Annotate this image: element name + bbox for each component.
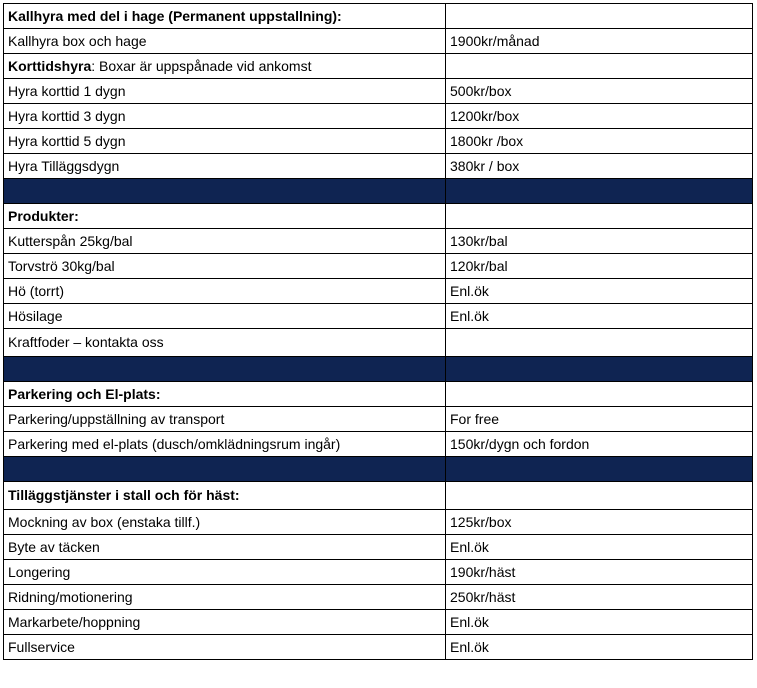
item-price xyxy=(446,329,753,357)
item-label: Hyra korttid 1 dygn xyxy=(4,79,446,104)
item-label: Mockning av box (enstaka tillf.) xyxy=(4,510,446,535)
section-heading: Kallhyra med del i hage (Permanent uppstallning): xyxy=(4,4,446,29)
item-price: Enl.ök xyxy=(446,535,753,560)
table-row xyxy=(4,585,753,610)
subheading-bold: Korttidshyra xyxy=(8,58,92,74)
item-label: Hyra Tilläggsdygn xyxy=(4,154,446,179)
item-label: Parkering med el-plats (dusch/omklädningsrum ingår) xyxy=(4,432,446,457)
table-row xyxy=(4,432,753,457)
separator-cell xyxy=(446,457,753,482)
table-row xyxy=(4,129,753,154)
table-row xyxy=(4,535,753,560)
empty-cell xyxy=(446,4,753,29)
separator-row xyxy=(4,357,753,382)
empty-cell xyxy=(446,54,753,79)
item-label: Hösilage xyxy=(4,304,446,329)
item-price: 130kr/bal xyxy=(446,229,753,254)
subheading-rest: : Boxar är uppspånade vid ankomst xyxy=(91,58,312,74)
table-row xyxy=(4,560,753,585)
item-price: Enl.ök xyxy=(446,635,753,660)
item-price: 250kr/häst xyxy=(446,585,753,610)
item-price: 190kr/häst xyxy=(446,560,753,585)
table-row xyxy=(4,635,753,660)
subheading-row xyxy=(4,54,753,79)
item-label: Hyra korttid 5 dygn xyxy=(4,129,446,154)
empty-cell xyxy=(446,482,753,510)
table-row xyxy=(4,29,753,54)
subheading xyxy=(4,54,446,79)
separator-cell xyxy=(446,179,753,204)
item-price: 120kr/bal xyxy=(446,254,753,279)
item-price: 150kr/dygn och fordon xyxy=(446,432,753,457)
separator-cell xyxy=(4,357,446,382)
item-label: Byte av täcken xyxy=(4,535,446,560)
item-label: Kallhyra box och hage xyxy=(4,29,446,54)
table-row xyxy=(4,254,753,279)
table-row xyxy=(4,279,753,304)
item-price: 1800kr /box xyxy=(446,129,753,154)
table-row xyxy=(4,304,753,329)
section-heading: Parkering och El-plats: xyxy=(4,382,446,407)
table-row xyxy=(4,229,753,254)
section-heading: Produkter: xyxy=(4,204,446,229)
item-price: 125kr/box xyxy=(446,510,753,535)
item-price: 1200kr/box xyxy=(446,104,753,129)
empty-cell xyxy=(446,204,753,229)
table-row xyxy=(4,510,753,535)
separator-row xyxy=(4,457,753,482)
item-label: Ridning/motionering xyxy=(4,585,446,610)
item-price: Enl.ök xyxy=(446,279,753,304)
item-price: 500kr/box xyxy=(446,79,753,104)
table-row xyxy=(4,407,753,432)
table-row xyxy=(4,104,753,129)
section-heading: Tilläggstjänster i stall och för häst: xyxy=(4,482,446,510)
section-heading-row xyxy=(4,382,753,407)
item-price: 380kr / box xyxy=(446,154,753,179)
item-label: Fullservice xyxy=(4,635,446,660)
table-row xyxy=(4,154,753,179)
separator-row xyxy=(4,179,753,204)
item-label: Hö (torrt) xyxy=(4,279,446,304)
item-label: Parkering/uppställning av transport xyxy=(4,407,446,432)
table-row xyxy=(4,610,753,635)
separator-cell xyxy=(4,179,446,204)
section-heading-row xyxy=(4,4,753,29)
item-label: Hyra korttid 3 dygn xyxy=(4,104,446,129)
section-heading-row xyxy=(4,204,753,229)
section-heading-row xyxy=(4,482,753,510)
item-price: Enl.ök xyxy=(446,610,753,635)
item-label: Torvströ 30kg/bal xyxy=(4,254,446,279)
separator-cell xyxy=(4,457,446,482)
separator-cell xyxy=(446,357,753,382)
item-price: Enl.ök xyxy=(446,304,753,329)
item-label: Longering xyxy=(4,560,446,585)
price-table xyxy=(3,3,753,660)
empty-cell xyxy=(446,382,753,407)
item-price: For free xyxy=(446,407,753,432)
item-price: 1900kr/månad xyxy=(446,29,753,54)
table-row xyxy=(4,79,753,104)
item-label: Kraftfoder – kontakta oss xyxy=(4,329,446,357)
item-label: Markarbete/hoppning xyxy=(4,610,446,635)
item-label: Kutterspån 25kg/bal xyxy=(4,229,446,254)
table-row xyxy=(4,329,753,357)
